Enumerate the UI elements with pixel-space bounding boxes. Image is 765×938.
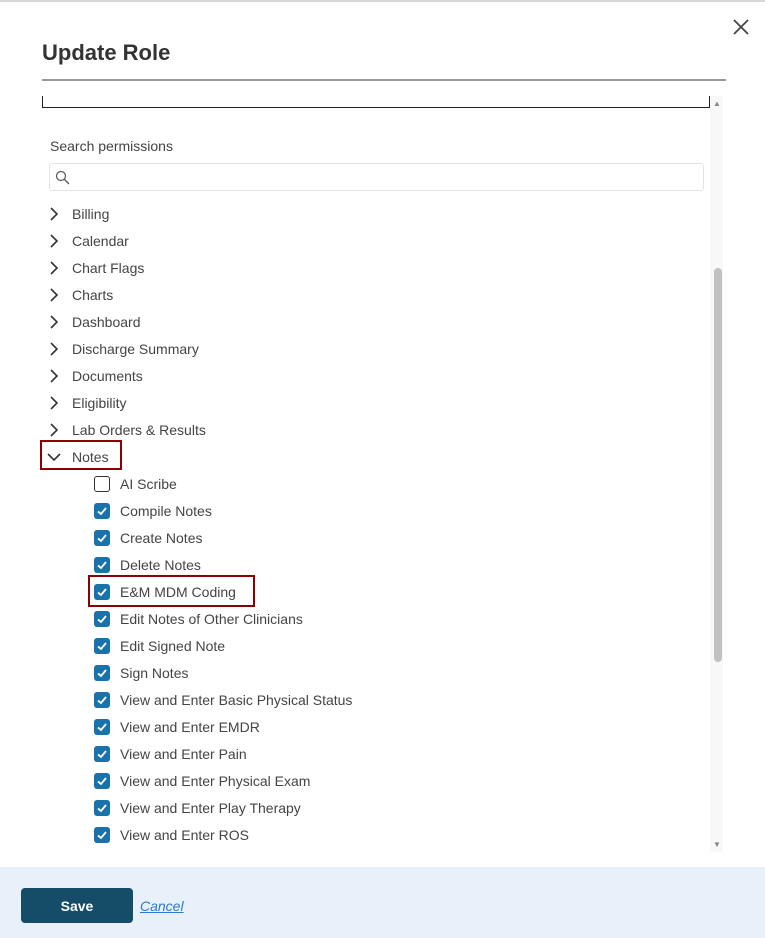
chevron-right-icon[interactable]: [46, 233, 62, 249]
title-divider: [42, 79, 726, 81]
chevron-right-icon[interactable]: [46, 368, 62, 384]
category-row[interactable]: [0, 281, 710, 308]
permission-label[interactable]: View and Enter Physical Exam: [120, 772, 311, 789]
category-row[interactable]: [0, 227, 710, 254]
category-label: Charts: [72, 286, 114, 303]
permission-checkbox[interactable]: [94, 638, 110, 654]
permission-row: [0, 659, 710, 686]
permission-checkbox[interactable]: [94, 665, 110, 681]
permission-row: [0, 632, 710, 659]
category-label: Lab Orders & Results: [72, 421, 206, 438]
search-input[interactable]: [49, 163, 704, 191]
category-label: Documents: [72, 367, 143, 384]
permission-row: [0, 713, 710, 740]
highlight-notes: [40, 440, 122, 470]
category-label: Dashboard: [72, 313, 141, 330]
chevron-right-icon[interactable]: [46, 206, 62, 222]
permission-label[interactable]: View and Enter Basic Physical Status: [120, 691, 353, 708]
highlight-em-mdm-coding: [88, 575, 255, 607]
search-label: Search permissions: [50, 138, 173, 154]
save-button[interactable]: Save: [21, 888, 133, 923]
category-row[interactable]: [0, 389, 710, 416]
permission-label[interactable]: Compile Notes: [120, 502, 212, 519]
category-label: Chart Flags: [72, 259, 145, 276]
permission-label[interactable]: Edit Signed Note: [120, 637, 226, 654]
permission-label[interactable]: Delete Notes: [120, 556, 201, 573]
category-row[interactable]: [0, 362, 710, 389]
permission-row: [0, 821, 710, 848]
chevron-right-icon[interactable]: [46, 395, 62, 411]
category-label: Discharge Summary: [72, 340, 199, 357]
category-label: Billing: [72, 205, 110, 222]
category-row[interactable]: [0, 254, 710, 281]
permission-checkbox[interactable]: [94, 746, 110, 762]
permission-checkbox[interactable]: [94, 530, 110, 546]
category-label: Calendar: [72, 232, 129, 249]
permission-row: [0, 740, 710, 767]
permission-checkbox[interactable]: [94, 557, 110, 573]
chevron-right-icon[interactable]: [46, 260, 62, 276]
permission-label[interactable]: Edit Notes of Other Clinicians: [120, 610, 303, 627]
permission-checkbox[interactable]: [94, 773, 110, 789]
permission-row: [0, 524, 710, 551]
scrollbar-thumb[interactable]: [714, 268, 722, 662]
permission-checkbox[interactable]: [94, 800, 110, 816]
permission-row: [0, 497, 710, 524]
permission-checkbox[interactable]: [94, 611, 110, 627]
role-field-bottom: [42, 96, 710, 108]
permission-checkbox[interactable]: [94, 503, 110, 519]
category-label: Eligibility: [72, 394, 127, 411]
category-row[interactable]: [0, 308, 710, 335]
permission-label[interactable]: Sign Notes: [120, 664, 189, 681]
permission-row: [0, 470, 710, 497]
dialog-title: Update Role: [42, 40, 171, 65]
category-label: Notes: [72, 448, 109, 465]
permission-row: [0, 551, 710, 578]
search-icon: [55, 170, 71, 186]
permission-label[interactable]: View and Enter EMDR: [120, 718, 260, 735]
permission-checkbox[interactable]: [94, 719, 110, 735]
permission-checkbox[interactable]: [94, 692, 110, 708]
scroll-up-icon[interactable]: ▲: [713, 99, 721, 108]
permission-label[interactable]: Create Notes: [120, 529, 203, 546]
chevron-right-icon[interactable]: [46, 314, 62, 330]
permission-row: [0, 686, 710, 713]
category-row[interactable]: [0, 416, 710, 443]
chevron-right-icon[interactable]: [46, 287, 62, 303]
permissions-tree: [0, 200, 710, 848]
close-icon[interactable]: [731, 17, 751, 37]
category-row[interactable]: [0, 335, 710, 362]
permission-label[interactable]: View and Enter ROS: [120, 826, 249, 843]
top-border: [0, 0, 765, 2]
category-row[interactable]: [0, 200, 710, 227]
chevron-right-icon[interactable]: [46, 341, 62, 357]
scroll-down-icon[interactable]: ▼: [713, 840, 721, 849]
permission-row: [0, 794, 710, 821]
permission-checkbox[interactable]: [94, 476, 110, 492]
permission-label[interactable]: View and Enter Play Therapy: [120, 799, 301, 816]
permission-checkbox[interactable]: [94, 827, 110, 843]
permission-label[interactable]: E&M MDM Coding: [120, 583, 236, 600]
permission-row: [0, 605, 710, 632]
permission-label[interactable]: View and Enter Pain: [120, 745, 247, 762]
chevron-right-icon[interactable]: [46, 422, 62, 438]
permission-label[interactable]: AI Scribe: [120, 475, 177, 492]
permission-row: [0, 767, 710, 794]
cancel-link[interactable]: Cancel: [140, 898, 184, 914]
